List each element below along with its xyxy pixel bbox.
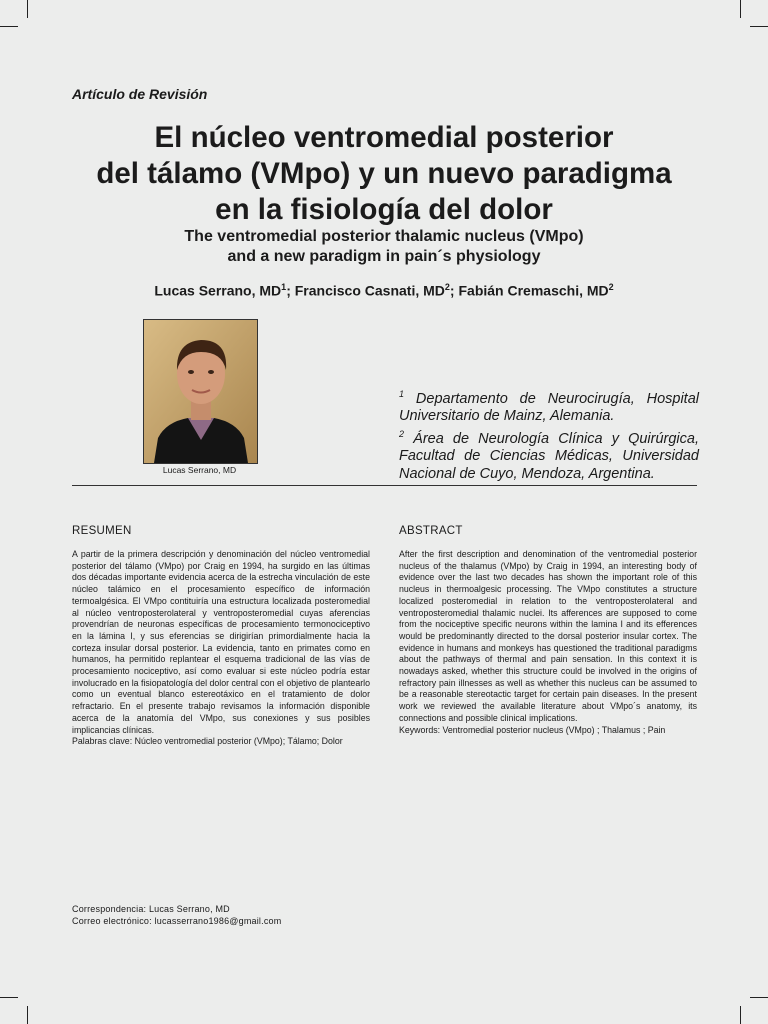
photo-caption: Lucas Serrano, MD [162,465,237,475]
title-english [40,227,728,267]
affiliation-item [399,426,699,483]
title-spanish-line: del tálamo (VMpo) y un nuevo paradigma [96,157,672,190]
author-name: Lucas Serrano, MD [154,282,282,299]
affiliations [399,386,699,483]
crop-mark [750,26,768,27]
abstract-block [399,549,697,736]
author-name: Fabián Cremaschi, MD [458,282,609,299]
affiliation-mark: 2 [399,428,405,439]
resumen-body: A partir de la primera descripción y denominación del núcleo ventromedial posterior del tálamo (VMpo) por Craig en 1994, ha surgido en las últimas dos décadas importante evidencia acerca de la estrecha vinculación de este núcleo talámico en el procesamiento específico de información termoalgésica. El VMpo contituiría una estructura localizada posteromedial al núcleo ventroposterolateral y ventroposteromedial cuyas aferencias provendrían de neuronas específicas de procesamiento termonociceptivo en la lámina I, y sus eferencias se dirigirían primordialmente hacia la corteza insular dorsal posterior. La evidencia, tanto en primates como en humanos, ha permitido replantear el esquema tradicional de las vías de procesamiento nociceptivo, así como evaluar si este núcleo podría estar involucrado en la fisiopatología del dolor central con el objetivo de plantearlo como un eventual blanco estereotáxico en el tratamiento de dolor refractario. En el presente trabajo revisamos la información disponible acerca de la anatomía del VMpo, sus conexiones y sus posibles implicancias clínicas. [72,549,370,735]
author-photo [143,319,258,464]
abstract-heading: ABSTRACT [399,525,463,537]
crop-mark [750,997,768,998]
correspondence-email: Correo electrónico: lucasserrano1986@gmail.com [72,916,282,926]
abstract-body: After the first description and denomination of the ventromedial posterior nucleus of the thalamus (VMpo) by Craig in 1994, an interesting body of evidence over the last two decades has shown the important role of this nucleus in thermoalgesic processing. The VMpo constitutes a structure localized posteromedial in relation to the ventroposterolateral and ventroposteromedial thalamic nuclei. Its afferences are supposed to come from the nociceptive specific neurons within the lamina I and its efferences would be predominantly directed to the dorsal posterior insular cortex. The evidence in humans and monkeys has questioned the traditional paradigms about the pathways of thermal and pain sensation. In this context it is nowadays asked, whether this structure could be involved in the origins of refractory pain illnesses as well as whether this nucleus can be assumed to be a reasonable stereotactic target for certain pain diseases. In the present work we reviewed the available literature about VMpo´s anatomy, its connections and possible clinical implications. [399,549,697,723]
author-separator: ; [449,282,459,299]
crop-mark [740,1006,741,1024]
author-affiliation-mark: 1 [281,282,287,292]
crop-mark [740,0,741,18]
correspondence [72,903,281,927]
title-spanish-line: El núcleo ventromedial posterior [154,121,614,154]
resumen-block [72,549,370,748]
crop-mark [0,26,18,27]
author-list [40,282,728,299]
author-affiliation-mark: 2 [444,282,450,292]
affiliation-text: Departamento de Neurocirugía, Hospital Universitario de Mainz, Alemania. [399,390,699,425]
author-name: Francisco Casnati, MD [294,282,445,299]
section-label: Artículo de Revisión [72,86,208,102]
crop-mark [27,0,28,18]
author-separator: ; [286,282,295,299]
resumen-heading: RESUMEN [72,525,132,537]
affiliation-mark: 1 [399,389,405,399]
correspondence-name: Correspondencia: Lucas Serrano, MD [72,904,230,914]
abstract-keywords: Keywords: Ventromedial posterior nucleus (VMpo) ; Thalamus ; Pain [399,724,666,735]
affiliation-text: Área de Neurología Clínica y Quirúrgica, Facultad de Ciencias Médicas, Universidad Nacional de Cuyo, Mendoza, Argentina. [399,430,699,482]
divider [72,485,697,486]
affiliation-item [399,386,699,426]
crop-mark [27,1006,28,1024]
resumen-keywords: Palabras clave: Núcleo ventromedial posterior (VMpo); Tálamo; Dolor [72,736,343,747]
title-english-line: The ventromedial posterior thalamic nucleus (VMpo) [184,228,584,245]
title-english-line: and a new paradigm in pain´s physiology [227,248,541,265]
title-spanish-line: en la fisiología del dolor [215,193,553,226]
crop-mark [0,997,18,998]
author-affiliation-mark: 2 [608,282,614,292]
title-spanish [40,120,728,228]
